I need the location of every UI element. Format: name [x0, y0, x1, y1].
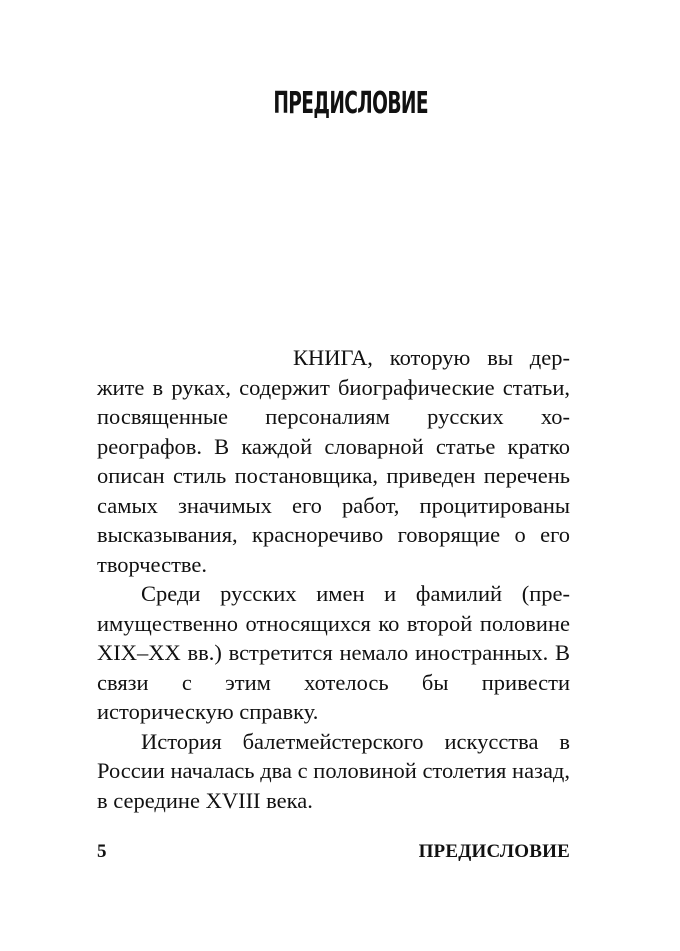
body-text	[97, 343, 570, 815]
page-number: 5	[97, 841, 107, 862]
paragraph-intro: КНИГА, которую вы держите в руках, содержит биографические статьи, посвященные персоналиям русских хореографов. В каждой словарной статье кратко описан стиль постановщика, приведен перечень самых значимых его работ, процитированы высказывания, красноречиво говорящие о его творчестве.	[97, 345, 570, 577]
paragraph-names: Среди русских имен и фамилий (преимущественно относящихся ко второй половине XIX–XX вв.) встретится немало иностранных. В связи с этим хотелось бы привести историческую справку.	[97, 581, 570, 724]
page-title: ПРЕДИСЛОВИЕ	[273, 86, 428, 121]
paragraph-history: История балетмейстерского искусства в России началась два с половиной столетия назад, в середине XVIII века.	[97, 728, 570, 813]
running-title: ПРЕДИСЛОВИЕ	[418, 841, 570, 862]
